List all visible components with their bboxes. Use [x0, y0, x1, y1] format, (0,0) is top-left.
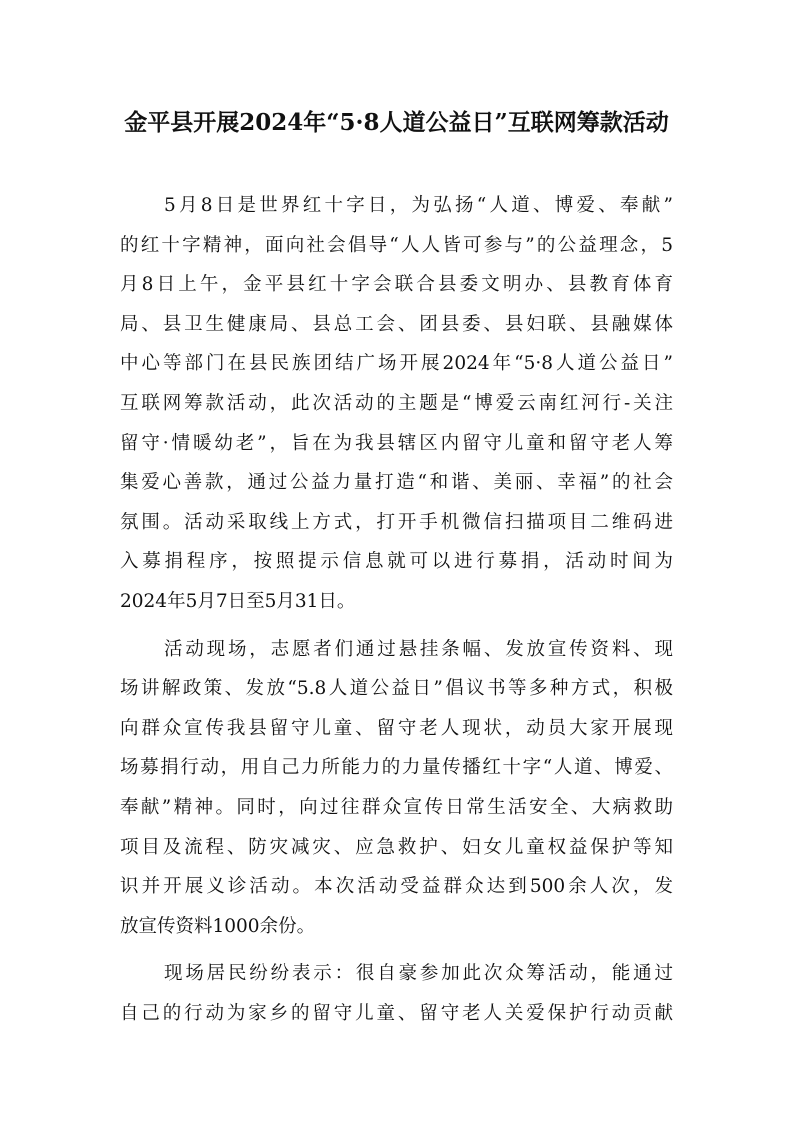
document-body — [120, 186, 673, 1033]
text-line: 氛围。活动采取线上方式，打开手机微信扫描项目二维码进 — [120, 511, 673, 533]
text-line: 活动现场，志愿者们通过悬挂条幅、发放宣传资料、现 — [164, 638, 673, 660]
text-line: 局、县卫生健康局、县总工会、团县委、县妇联、县融媒体 — [120, 313, 673, 335]
text-line: 中心等部门在县民族团结广场开展2024年“5·8人道公益日” — [120, 353, 673, 375]
text-line: 场募捐行动，用自己力所能力的力量传播红十字“人道、博爱、 — [120, 757, 673, 779]
text-line: 留守·情暖幼老”，旨在为我县辖区内留守儿童和留守老人筹 — [120, 432, 673, 454]
paragraph-3 — [120, 954, 673, 1033]
text-line: 识并开展义诊活动。本次活动受益群众达到500余人次，发 — [120, 876, 673, 898]
text-line: 奉献”精神。同时，向过往群众宣传日常生活安全、大病救助 — [120, 796, 673, 818]
text-line: 月8日上午，金平县红十字会联合县委文明办、县教育体育 — [120, 274, 673, 296]
text-line: 入募捐程序，按照提示信息就可以进行募捐，活动时间为 — [120, 551, 673, 573]
text-line: 放宣传资料1000余份。 — [120, 915, 316, 937]
text-line: 自己的行动为家乡的留守儿童、留守老人关爱保护行动贡献 — [120, 1002, 673, 1024]
text-line: 互联网筹款活动，此次活动的主题是“博爱云南红河行-关注 — [120, 392, 673, 414]
text-line: 的红十字精神，面向社会倡导“人人皆可参与”的公益理念，5 — [120, 234, 673, 256]
text-line: 集爱心善款，通过公益力量打造“和谐、美丽、幸福”的社会 — [120, 472, 673, 494]
document-title: 金平县开展2024年“5·8人道公益日”互联网筹款活动 — [124, 109, 669, 136]
text-line: 向群众宣传我县留守儿童、留守老人现状，动员大家开展现 — [120, 717, 673, 739]
text-line: 场讲解政策、发放“5.8人道公益日”倡议书等多种方式，积极 — [120, 678, 673, 700]
text-line: 2024年5月7日至5月31日。 — [120, 590, 356, 612]
text-line: 项目及流程、防灾减灾、应急救护、妇女儿童权益保护等知 — [120, 836, 673, 858]
text-line: 5月8日是世界红十字日，为弘扬“人道、博爱、奉献” — [164, 195, 673, 216]
paragraph-1 — [120, 186, 673, 622]
paragraph-2 — [120, 630, 673, 947]
text-line: 现场居民纷纷表示：很自豪参加此次众筹活动，能通过 — [164, 963, 673, 985]
